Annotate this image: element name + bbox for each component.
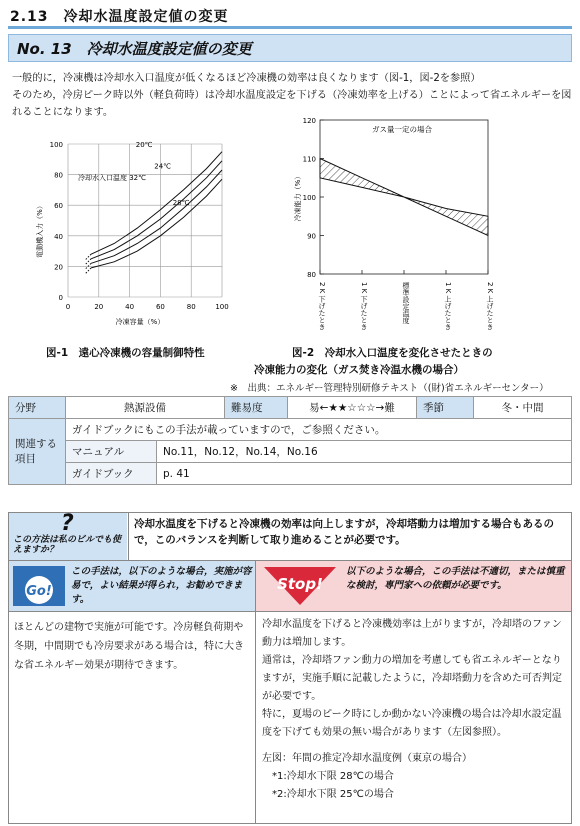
figure1-series-line	[91, 170, 222, 263]
figure2-category: 2 K 下げたとき	[318, 282, 326, 331]
difficulty-label: 難易度	[225, 397, 288, 419]
season-label: 季節	[417, 397, 474, 419]
figure1-ytick: 80	[54, 171, 63, 180]
field-value: 熱源設備	[66, 397, 225, 419]
figure1-series-line	[91, 179, 222, 268]
question-box	[9, 513, 127, 560]
title-rule	[8, 26, 572, 29]
stop-body	[262, 616, 566, 804]
figure1-xtick: 40	[125, 303, 135, 311]
figure1-series-label: 20℃	[135, 141, 153, 150]
go-head-text: この手法は，以下のような場合，実施が容易で，よい結果が得られ，お勧めできます。	[71, 566, 252, 605]
related-note: ガイドブックにもこの手法が載っていますので，ご参照ください。	[66, 419, 572, 441]
figure2-categories	[318, 270, 494, 331]
figure2-ytick: 110	[302, 155, 316, 164]
figure2-category: 標準設定温度	[402, 282, 410, 324]
figure1-ytick: 100	[49, 141, 63, 149]
manual-label: マニュアル	[66, 441, 157, 463]
figure2-chart	[290, 112, 500, 337]
figure2-caption-line2: 冷凍能力の変化（ガス焚き冷温水機の場合）	[254, 364, 464, 376]
figure2-band	[320, 159, 488, 236]
figure2-caption-line1: 図-2 冷却水入口温度を変化させたときの	[292, 347, 493, 359]
figure2-annotation: ガス量一定の場合	[372, 125, 432, 134]
figure1-ytick: 0	[58, 294, 63, 302]
go-head	[9, 561, 255, 611]
figure1-xlabel: 冷凍容量（%）	[115, 318, 165, 326]
figure1-series-dash	[85, 268, 91, 274]
source-note: ※ 出典：エネルギー管理特別研修テキスト（(財)省エネルギーセンター）	[230, 383, 549, 394]
figure1-xtick: 100	[215, 303, 229, 311]
guidebook-value: p. 41	[157, 463, 572, 485]
figure2-ytick: 90	[307, 232, 316, 241]
manual-value: No.11，No.12，No.14，No.16	[157, 441, 572, 463]
figure2-ytick: 80	[307, 271, 316, 279]
info-table	[8, 396, 572, 419]
figure2-band-area	[320, 159, 488, 236]
figure2-category: 1 K 上げたとき	[444, 282, 452, 331]
figure2-ytick: 100	[302, 194, 316, 202]
figure1-ytick: 20	[54, 263, 63, 272]
figure2-category: 1 K 下げたとき	[360, 282, 368, 331]
figure1-grid	[68, 144, 222, 297]
question-divider	[128, 513, 129, 560]
stop-body-1: 冷却水温度を下げると冷凍機効率は上がりますが，冷却塔のファン動力は増加します。	[262, 619, 562, 648]
figure1-ytick: 40	[54, 232, 63, 241]
question-label: この方法は私のビルでも使えますか？	[13, 535, 122, 555]
stop-list-item-1: *1:冷却水下限 28℃の場合	[272, 771, 394, 782]
figure1-ytick: 60	[54, 202, 63, 211]
guidebook-label: ガイドブック	[66, 463, 157, 485]
field-label: 分野	[9, 397, 66, 419]
figure2-ticks	[303, 117, 324, 279]
intro-line-3: れることになります。	[12, 107, 114, 118]
banner-title: No. 13 冷却水温度設定値の変更	[17, 40, 252, 58]
figure1-xtick: 0	[65, 303, 71, 311]
figure2-category: 2 K 上げたとき	[486, 282, 494, 331]
head-rule	[9, 611, 571, 612]
figure1-series-label: 24℃	[154, 162, 172, 171]
intro-line-2: そのため，冷房ピーク時以外（軽負荷時）は冷却水温度設定を下げる（冷凍効率を上げる）ことによって省エネルギーを図	[12, 90, 572, 101]
intro-line-1: 一般的に，冷凍機は冷却水入口温度が低くなるほど冷凍機の効率は良くなります（図-1，図-2を参照）	[12, 73, 481, 84]
figure1-annotation: 冷却水入口温度 32℃	[78, 174, 146, 182]
section-title: 2.13 冷却水温度設定値の変更	[10, 9, 229, 25]
difficulty-value: 易←★★☆☆☆→難	[288, 397, 417, 419]
stop-head	[256, 561, 571, 611]
figure1-xtick: 60	[155, 303, 165, 311]
question-answer: 冷却水温度を下げると冷凍機の効率は向上しますが，冷却塔動力は増加する場合もあるので，このバランスを判断して取り進めることが必要です。	[134, 518, 554, 546]
figure2-ytick: 120	[302, 117, 316, 125]
stop-head-text: 以下のような場合，この手法は不適切，または慎重な検討，専門家への依頼が必要です。	[346, 566, 565, 591]
stop-list-item-2: *2:冷却水下限 25℃の場合	[272, 789, 394, 800]
go-body: ほとんどの建物で実施が可能です。冷房軽負荷期や冬期，中間期でも冷房要求がある場合は，特に大きな省エネルギー効果が期待できます。	[14, 622, 244, 671]
measure-banner	[8, 34, 572, 62]
stop-list-title: 左図：年間の推定冷却水温度例（東京の場合）	[262, 753, 472, 764]
question-mark-icon: ?	[61, 511, 74, 536]
related-label: 関連する項目	[9, 419, 66, 485]
figure1-ylabel: 電動機入力（%）	[36, 202, 44, 258]
stop-badge-text: Stop!	[277, 575, 323, 593]
figure1-chart	[30, 132, 250, 337]
figure1-caption: 図-1 遠心冷凍機の容量制御特性	[46, 347, 205, 359]
go-badge-icon	[13, 566, 65, 606]
stop-body-2: 通常は，冷却塔ファン動力の増加を考慮しても省エネルギーとなりますが，実施手順に記載したように，冷却塔動力を含めた可否判定が必要です。	[262, 655, 562, 702]
stop-badge-icon	[260, 565, 340, 607]
figure1-series-label: 28℃	[172, 199, 190, 208]
figure1-xtick: 20	[94, 303, 104, 311]
related-table	[8, 418, 572, 485]
season-value: 冬・中間	[474, 397, 572, 419]
figure1-xtick: 80	[186, 303, 196, 311]
figure2-ylabel: 冷凍能力（%）	[294, 172, 302, 222]
go-badge-text: Go!	[26, 584, 52, 599]
stop-body-3: 特に，夏場のピーク時にしか動かない冷凍機の場合は冷却水設定温度を下げても効果の無い場合があります（左図参照）。	[262, 709, 562, 738]
